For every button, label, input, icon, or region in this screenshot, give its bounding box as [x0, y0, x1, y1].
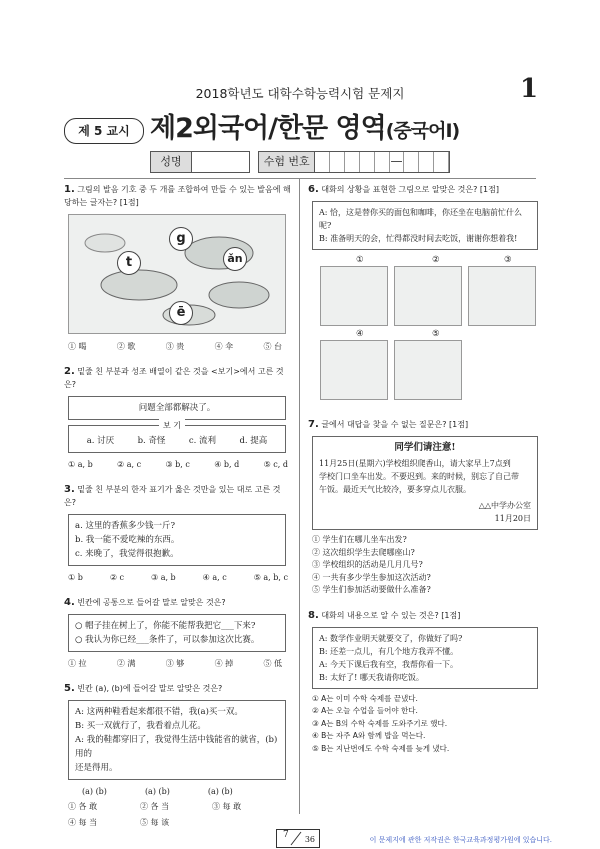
option[interactable]: ① a, b [68, 460, 93, 469]
name-label: 성명 [151, 152, 192, 172]
question-5-options [68, 800, 292, 829]
question-1-text: 그림의 발음 기호 중 두 개를 조합하여 만들 수 있는 발음에 해당하는 글자는? [1점] [64, 185, 291, 207]
picture-5[interactable] [394, 340, 462, 400]
option[interactable]: ③ a, b [150, 573, 176, 582]
question-4: 4. 빈칸에 공통으로 들어갈 말로 알맞은 것은? [64, 597, 226, 608]
option[interactable]: ① 学生们在哪儿坐车出发? [312, 535, 407, 544]
option[interactable]: ③ 贵 [165, 342, 185, 351]
question-5-box: A: 这两种鞋看起来都很不错，我(a)买一双。 B: 买一双就行了，我看着点儿花。 A: 我的鞋都穿旧了，我觉得生活中钱能省的就省，(b)用的 还是得用。 [68, 700, 286, 780]
option[interactable]: ① 各 敢 [68, 802, 98, 811]
option[interactable]: ③ 每 敢 [212, 802, 242, 811]
option[interactable]: ③ A는 B의 수학 숙제를 도와주기로 했다. [312, 718, 448, 728]
question-5: 5. 빈칸 (a), (b)에 들어갈 말로 알맞은 것은? [64, 683, 223, 694]
option[interactable]: ④ B는 자주 A와 함께 밥을 먹는다. [312, 731, 426, 740]
question-4-box: ○ 帽子挂在树上了，你能不能帮我把它___下来? ○ 我认为你已经___条件了，可以参加这次比赛。 [68, 614, 286, 652]
phonetic-tag-4: ē [169, 301, 193, 325]
option[interactable]: ① A는 이미 수학 숙제를 끝냈다. [312, 693, 418, 703]
option[interactable]: ① 喝 [68, 342, 87, 351]
copyright-notice: 이 문제지에 관한 저작권은 한국교육과정평가원에 있습니다. [369, 836, 552, 844]
question-2: 2. 밑줄 친 부분과 성조 배열이 같은 것을 <보기>에서 고른 것은? [64, 366, 284, 389]
fish-illustration [68, 214, 286, 334]
option[interactable]: ① b [68, 573, 83, 582]
option[interactable]: ④ 掉 [214, 659, 234, 668]
option[interactable]: ③ 够 [165, 659, 185, 668]
question-1-options [68, 340, 282, 353]
option[interactable]: ⑤ 学生们参加活动要做什么准备? [312, 585, 431, 594]
option[interactable]: ② 满 [116, 659, 136, 668]
exam-number-box [258, 151, 450, 173]
page-number: 1 [520, 74, 539, 104]
exam-number-dash: — [390, 152, 405, 172]
question-2-options [68, 458, 288, 471]
right-column [308, 183, 536, 755]
notice-title: 同学们请注意! [394, 442, 456, 453]
exam-number-label: 수험 번호 [259, 152, 315, 172]
option[interactable]: ④ a, c [202, 573, 227, 582]
option[interactable]: ① 拉 [68, 659, 87, 668]
phonetic-tag-3: ǎn [223, 247, 247, 271]
bogi-label: 보 기 [159, 419, 185, 433]
bogi-box [68, 421, 286, 453]
period-badge: 제 5 교시 [64, 118, 144, 144]
exam-subtitle: 2018학년도 대학수학능력시험 문제지 [195, 86, 405, 101]
name-field [192, 152, 249, 172]
option[interactable]: ② 各 当 [140, 802, 170, 811]
option[interactable]: ② 歌 [116, 342, 136, 351]
question-2-sentence: 问题全部都解决了。 [68, 396, 286, 420]
option[interactable]: ④ 一共有多少学生参加这次活动? [312, 572, 431, 582]
picture-3[interactable] [468, 266, 536, 326]
question-3-options [68, 571, 288, 584]
question-7-options [312, 534, 536, 597]
question-5-option-header: (a) (b) (a) (b) (a) (b) [82, 787, 233, 796]
bogi-item: a. 讨厌 [86, 436, 115, 446]
option[interactable]: ⑤ 台 [263, 342, 282, 351]
question-6-pictures: ① ② ③ ④ ⑤ [308, 254, 536, 402]
bogi-item: c. 流利 [188, 436, 217, 446]
question-7: 7. 글에서 대답을 찾을 수 없는 질문은? [1점] [308, 419, 469, 430]
title-paren: (중국어Ⅰ) [385, 120, 460, 142]
page-counter: 7 36 [276, 829, 320, 848]
option[interactable]: ③ 学校组织的活动是几月几号? [312, 560, 423, 569]
question-3: 3. 밑줄 친 부분의 한자 표기가 옳은 것만을 있는 대로 고른 것은? [64, 484, 281, 507]
picture-1[interactable] [320, 266, 388, 326]
exam-title [150, 106, 459, 145]
picture-2[interactable] [394, 266, 462, 326]
question-8-options [312, 693, 536, 756]
phonetic-tag-2: t [117, 251, 141, 275]
name-box [150, 151, 250, 173]
question-6: 6. 대화의 상황을 표현한 그림으로 알맞은 것은? [1점] [308, 184, 499, 195]
column-divider [299, 178, 300, 814]
option[interactable]: ② c [109, 573, 125, 582]
option[interactable]: ③ b, c [165, 460, 190, 469]
option[interactable]: ⑤ c, d [263, 460, 288, 469]
question-6-dialogue: A: 恰，这是替你买的面包和咖啡，你还坐在电脑前忙什么呢? B: 准备明天的会，忙得都没时间去吃饭，谢谢你想着我! [312, 201, 538, 250]
question-4-options [68, 657, 282, 670]
option[interactable]: ② 这次组织学生去爬哪座山? [312, 547, 415, 557]
question-8-dialogue: A: 数学作业明天就要交了，你做好了吗? B: 还差一点儿，有几个地方我弄不懂。 A: 今天下课后我有空，我帮你看一下。 B: 太好了! 哪天我请你吃饭。 [312, 627, 538, 689]
bogi-item: b. 奇怪 [137, 436, 166, 446]
option[interactable]: ④ b, d [214, 460, 240, 469]
title-main: 제2외국어/한문 영역 [150, 113, 386, 144]
notice-box: 同学们请注意! 11月25日(星期六)学校组织爬香山，请大家早上7点到 学校门口坐车出发。不要迟到。来的时候，别忘了自己带 午饭。最近天气比较冷，要多穿点儿衣服。 △△中学办公室 11月20日 [312, 436, 538, 530]
option[interactable]: ⑤ 每 该 [140, 818, 170, 827]
option[interactable]: ④ 每 当 [68, 818, 98, 827]
option[interactable]: ④ 伞 [214, 342, 234, 351]
question-3-box: a. 这里的香蕉多少钱一斤? b. 我一能不爱吃辣的东西。 c. 来晚了，我觉得很抱歉。 [68, 514, 286, 566]
option[interactable]: ② A는 오늘 수업을 들어야 한다. [312, 706, 418, 715]
notice-sign: △△中学办公室 [478, 501, 531, 510]
option[interactable]: ⑤ B는 지난번에도 수학 숙제를 늦게 냈다. [312, 743, 450, 753]
question-8: 8. 대화의 내용으로 알 수 있는 것은? [1점] [308, 609, 461, 621]
option[interactable]: ⑤ a, b, c [253, 573, 288, 582]
question-1: 1. 그림의 발음 기호 중 두 개를 조합하여 만들 수 있는 발음에 해당하는 글자는? [1점] [64, 184, 291, 207]
header-rule [64, 178, 536, 179]
notice-date: 11月20日 [494, 514, 531, 523]
option[interactable]: ⑤ 低 [263, 659, 282, 668]
option[interactable]: ② a, c [117, 460, 142, 469]
phonetic-tag-1: g [169, 227, 193, 251]
picture-4[interactable] [320, 340, 388, 400]
left-column [64, 183, 292, 829]
bogi-item: d. 提高 [239, 436, 268, 446]
